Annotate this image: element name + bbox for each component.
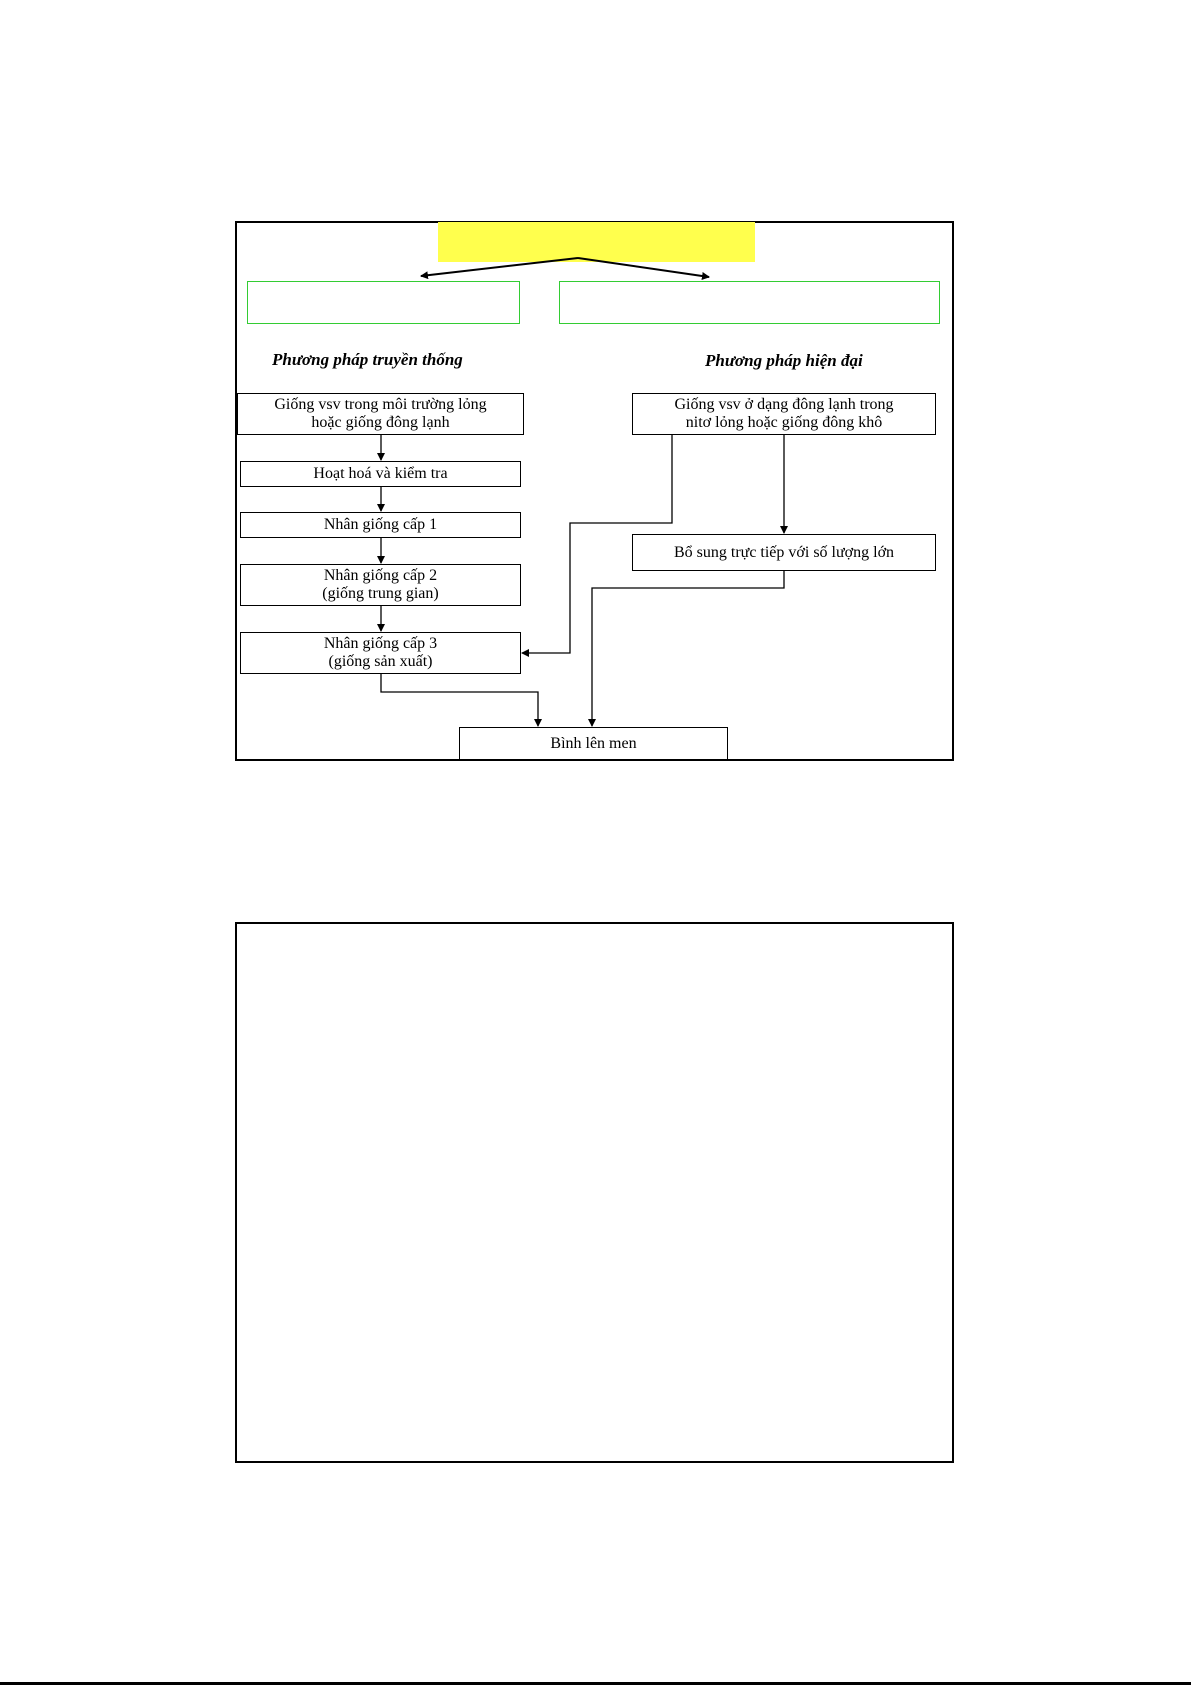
traditional-step-2-box	[240, 461, 521, 487]
step-text: (giống sản xuất)	[328, 653, 433, 670]
step-text: Nhân giống cấp 3	[323, 635, 438, 652]
traditional-method-heading: Phương pháp truyền thống	[272, 350, 463, 369]
step-text: nitơ lỏng hoặc giống đông khô	[685, 414, 883, 431]
step-text: Giống vsv trong môi trường lỏng	[274, 396, 487, 413]
step-text: Giống vsv ở dạng đông lạnh trong	[674, 396, 894, 413]
traditional-step-4-box	[240, 564, 521, 606]
step-text: (giống trung gian)	[322, 585, 439, 602]
modern-method-heading: Phương pháp hiện đại	[705, 351, 863, 370]
modern-step-2-box	[632, 534, 936, 571]
arrow-level3-to-fermenter	[381, 674, 538, 726]
fermenter-box	[459, 727, 728, 760]
modern-step-1-box	[632, 393, 936, 435]
arrow-addition-to-fermenter	[592, 571, 784, 726]
traditional-step-5-box	[240, 632, 521, 674]
step-text: Bổ sung trực tiếp với số lượng lớn	[673, 543, 895, 561]
traditional-step-3-box	[240, 512, 521, 538]
step-text: Nhân giống cấp 1	[323, 516, 438, 533]
traditional-step-1-box	[237, 393, 524, 435]
step-text: Bình lên men	[550, 734, 637, 752]
arrow-to-traditional	[421, 258, 578, 276]
arrow-to-modern	[578, 258, 709, 277]
step-text: Hoạt hoá và kiểm tra	[313, 465, 448, 482]
slide-2-frame	[235, 922, 954, 1463]
step-text: hoặc giống đông lạnh	[311, 414, 450, 431]
step-text: Nhân giống cấp 2	[323, 567, 438, 584]
